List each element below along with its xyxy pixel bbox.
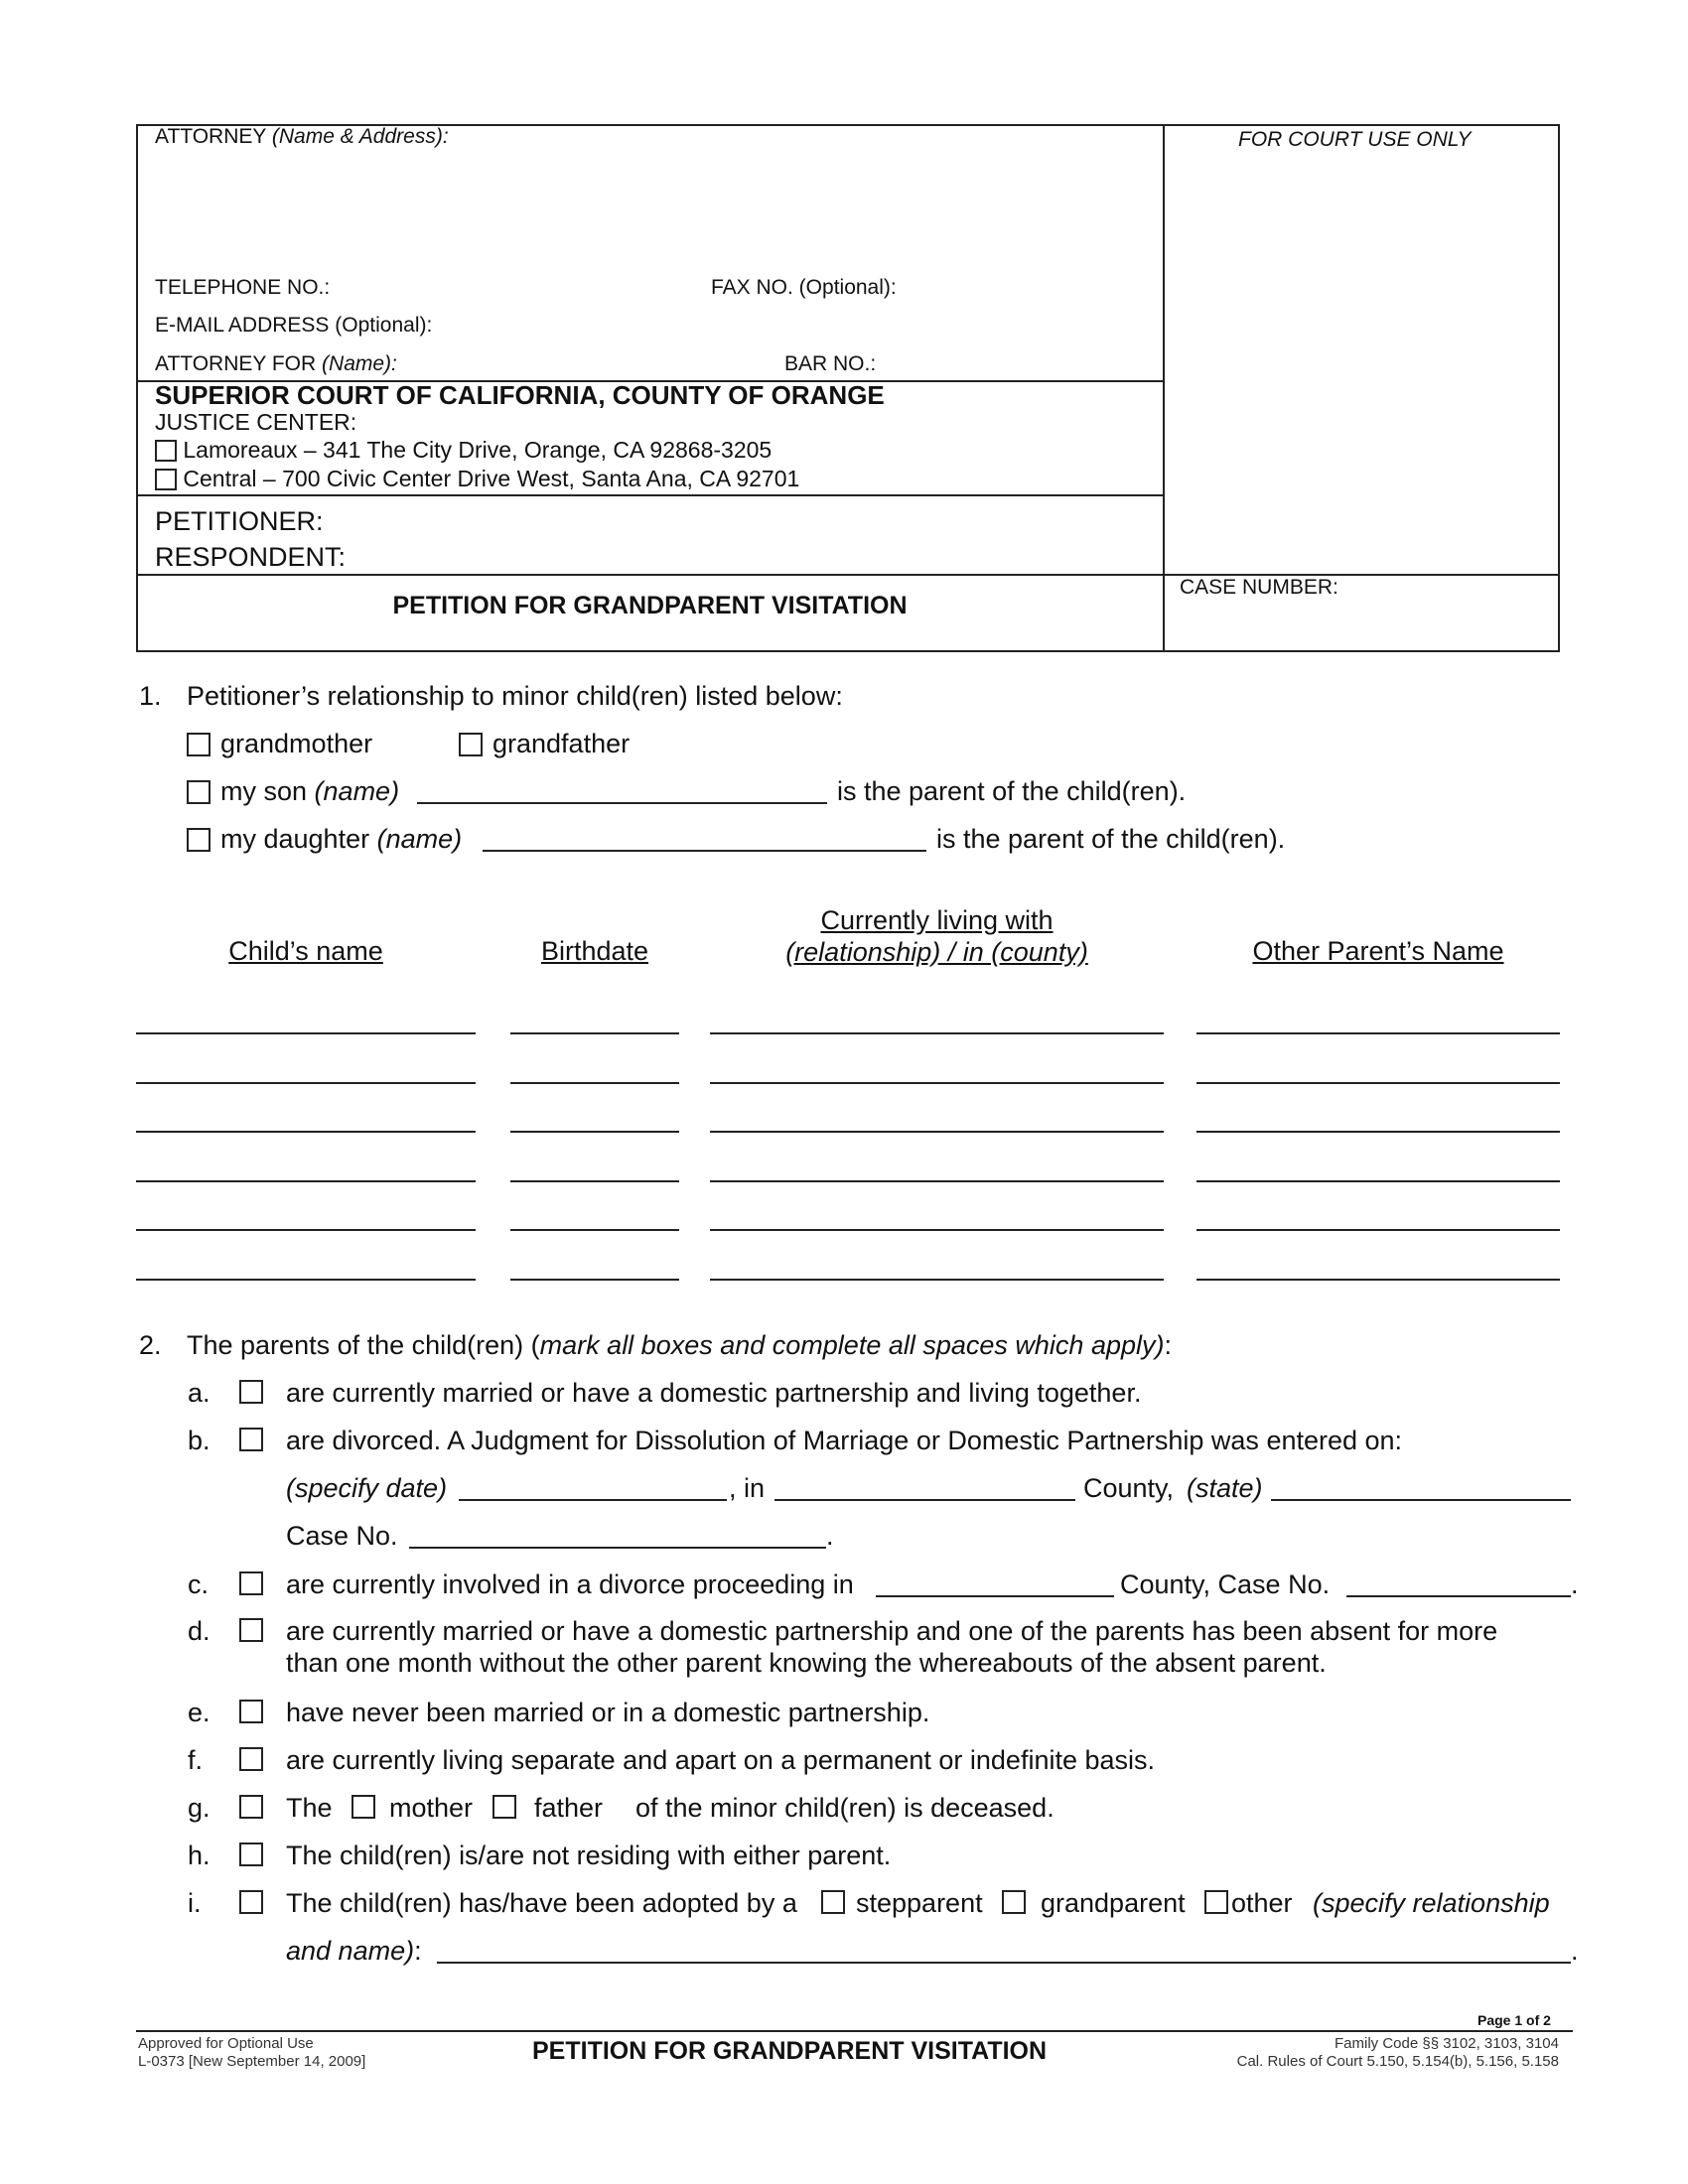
item2i-checkbox[interactable] [239, 1890, 263, 1914]
item2-intro: The parents of the child(ren) (mark all boxes and complete all spaces which apply): [187, 1330, 1172, 1360]
son-checkbox[interactable] [187, 780, 211, 804]
item2c-letter: c. [188, 1570, 210, 1599]
birthdate-field[interactable] [510, 1131, 679, 1133]
item2d-letter: d. [188, 1616, 211, 1646]
item2g-rest: of the minor child(ren) is deceased. [635, 1793, 1055, 1823]
item2g-father: father [534, 1793, 604, 1823]
item2i-other: other [1231, 1888, 1293, 1918]
bar-no-label: BAR NO.: [784, 352, 877, 375]
attorney-label: ATTORNEY (Name & Address): [155, 125, 449, 148]
item2a-letter: a. [188, 1378, 211, 1408]
birthdate-field[interactable] [510, 1082, 679, 1084]
col-birthdate: Birthdate [540, 936, 649, 966]
living-with-field[interactable] [710, 1032, 1164, 1034]
respondent-label: RESPONDENT: [155, 542, 347, 572]
item2f-letter: f. [188, 1745, 204, 1775]
item2i-stepparent: stepparent [856, 1888, 983, 1918]
other-parent-field[interactable] [1196, 1229, 1560, 1231]
birthdate-field[interactable] [510, 1229, 679, 1231]
footer-codes: Family Code §§ 3102, 3103, 3104 Cal. Rules of Court 5.150, 5.154(b), 5.156, 5.158 [1236, 2035, 1559, 2070]
birthdate-field[interactable] [510, 1032, 679, 1034]
other-parent-field[interactable] [1196, 1032, 1560, 1034]
email-label: E-MAIL ADDRESS (Optional): [155, 314, 433, 337]
item2i-letter: i. [188, 1888, 202, 1918]
judgment-date-field[interactable] [459, 1499, 727, 1501]
item2i-specify: (specify relationship [1313, 1888, 1550, 1918]
item2d-text-line1: are currently married or have a domestic partnership and one of the parents has been absent for more [286, 1616, 1498, 1646]
living-with-field[interactable] [710, 1131, 1164, 1133]
proceeding-case-no-field[interactable] [1346, 1595, 1571, 1597]
grandmother-checkbox[interactable] [187, 733, 211, 756]
item2d-text-line2: than one month without the other parent knowing the whereabouts of the absent parent. [286, 1648, 1327, 1678]
footer-title: PETITION FOR GRANDPARENT VISITATION [532, 2037, 1048, 2065]
child-name-field[interactable] [136, 1279, 476, 1281]
col-other-parent: Other Parent’s Name [1252, 936, 1504, 966]
item2-number: 2. [139, 1330, 162, 1360]
petitioner-label: PETITIONER: [155, 506, 324, 536]
item2d-checkbox[interactable] [239, 1618, 263, 1642]
footer-rule [136, 2030, 1573, 2032]
item2a-checkbox[interactable] [239, 1380, 263, 1404]
son-name-field[interactable] [417, 802, 827, 804]
lamoreaux-checkbox[interactable] [155, 440, 177, 462]
page-number: Page 1 of 2 [1477, 2012, 1551, 2028]
item2i-grandparent: grandparent [1041, 1888, 1186, 1918]
other-parent-field[interactable] [1196, 1279, 1560, 1281]
caption-divider-2 [136, 494, 1164, 496]
item2b-date-label: (specify date) [286, 1473, 448, 1503]
other-parent-field[interactable] [1196, 1180, 1560, 1182]
item2h-checkbox[interactable] [239, 1843, 263, 1866]
attorney-for-label: ATTORNEY FOR (Name): [155, 352, 397, 375]
caption-divider-3 [136, 574, 1560, 576]
son-suffix: is the parent of the child(ren). [837, 776, 1187, 806]
item2b-case-label: Case No. [286, 1521, 398, 1551]
form-title: PETITION FOR GRANDPARENT VISITATION [392, 592, 908, 619]
fax-label: FAX NO. (Optional): [711, 276, 897, 299]
living-with-field[interactable] [710, 1082, 1164, 1084]
item2h-text: The child(ren) is/are not residing with either parent. [286, 1841, 892, 1870]
living-with-field[interactable] [710, 1279, 1164, 1281]
item2i-text: The child(ren) has/have been adopted by a [286, 1888, 797, 1918]
child-name-field[interactable] [136, 1032, 476, 1034]
other-adoption-checkbox[interactable] [1204, 1890, 1228, 1914]
judgment-case-no-field[interactable] [409, 1547, 826, 1549]
court-use-label: FOR COURT USE ONLY [1238, 128, 1472, 151]
other-parent-field[interactable] [1196, 1082, 1560, 1084]
item2c-checkbox[interactable] [239, 1571, 263, 1595]
other-parent-field[interactable] [1196, 1131, 1560, 1133]
grandfather-option: grandfather [459, 729, 630, 759]
judgment-state-field[interactable] [1271, 1499, 1571, 1501]
grandfather-checkbox[interactable] [459, 733, 483, 756]
judgment-county-field[interactable] [774, 1499, 1075, 1501]
footer-left: Approved for Optional Use L-0373 [New September 14, 2009] [138, 2035, 366, 2070]
item2b-text: are divorced. A Judgment for Dissolution of Marriage or Domestic Partnership was entered on: [286, 1426, 1403, 1455]
item2i-period: . [1571, 1936, 1579, 1966]
item2g-checkbox[interactable] [239, 1795, 263, 1819]
item2g-mother: mother [389, 1793, 474, 1823]
grandmother-option: grandmother [187, 729, 372, 759]
birthdate-field[interactable] [510, 1180, 679, 1182]
item2g-the: The [286, 1793, 333, 1823]
stepparent-checkbox[interactable] [821, 1890, 845, 1914]
living-with-field[interactable] [710, 1229, 1164, 1231]
justice-center-label: JUSTICE CENTER: [155, 409, 357, 435]
item2b-county: County, [1083, 1473, 1175, 1503]
court-name: SUPERIOR COURT OF CALIFORNIA, COUNTY OF ORANGE [155, 380, 885, 410]
center-option-central: Central – 700 Civic Center Drive West, Santa Ana, CA 92701 [155, 466, 799, 492]
daughter-suffix: is the parent of the child(ren). [936, 824, 1286, 854]
mother-deceased-checkbox[interactable] [352, 1795, 375, 1819]
col-childs-name: Child’s name [228, 936, 383, 966]
daughter-name-field[interactable] [483, 850, 926, 852]
center-option-lamoreaux: Lamoreaux – 341 The City Drive, Orange, CA 92868-3205 [155, 437, 772, 464]
item2c-county: County, Case No. [1120, 1570, 1331, 1599]
case-number-field[interactable] [1172, 604, 1549, 643]
item2g-letter: g. [188, 1793, 211, 1823]
birthdate-field[interactable] [510, 1279, 679, 1281]
item2c-text: are currently involved in a divorce proceeding in [286, 1570, 854, 1599]
item2e-checkbox[interactable] [239, 1700, 263, 1723]
child-name-field[interactable] [136, 1082, 476, 1084]
item2b-checkbox[interactable] [239, 1428, 263, 1451]
telephone-label: TELEPHONE NO.: [155, 276, 331, 299]
item2i-and-name: and name): [286, 1936, 422, 1966]
father-deceased-checkbox[interactable] [492, 1795, 516, 1819]
item2b-state: (state) [1187, 1473, 1263, 1503]
child-name-field[interactable] [136, 1229, 476, 1231]
case-number-label: CASE NUMBER: [1180, 576, 1338, 599]
grandparent-checkbox[interactable] [1002, 1890, 1026, 1914]
item2c-period: . [1571, 1570, 1579, 1599]
daughter-checkbox[interactable] [187, 828, 211, 852]
item2b-letter: b. [188, 1426, 211, 1455]
proceeding-county-field[interactable] [876, 1595, 1114, 1597]
item1-number: 1. [139, 681, 162, 711]
item2f-checkbox[interactable] [239, 1747, 263, 1771]
item2a-text: are currently married or have a domestic partnership and living together. [286, 1378, 1142, 1408]
item2h-letter: h. [188, 1841, 211, 1870]
item2f-text: are currently living separate and apart on a permanent or indefinite basis. [286, 1745, 1156, 1775]
col-living-with: Currently living with (relationship) / in (county) [785, 905, 1088, 967]
attorney-address-field[interactable] [149, 154, 1152, 273]
item1-question: Petitioner’s relationship to minor child(ren) listed below: [187, 681, 843, 711]
item2b-period: . [826, 1521, 834, 1551]
daughter-option: my daughter (name) [187, 824, 462, 855]
living-with-field[interactable] [710, 1180, 1164, 1182]
item2b-in: , in [729, 1473, 766, 1503]
adoption-relationship-field[interactable] [437, 1962, 1571, 1964]
son-option: my son (name) [187, 776, 399, 807]
central-checkbox[interactable] [155, 469, 177, 490]
item2e-text: have never been married or in a domestic partnership. [286, 1698, 930, 1727]
child-name-field[interactable] [136, 1180, 476, 1182]
item2e-letter: e. [188, 1698, 211, 1727]
child-name-field[interactable] [136, 1131, 476, 1133]
